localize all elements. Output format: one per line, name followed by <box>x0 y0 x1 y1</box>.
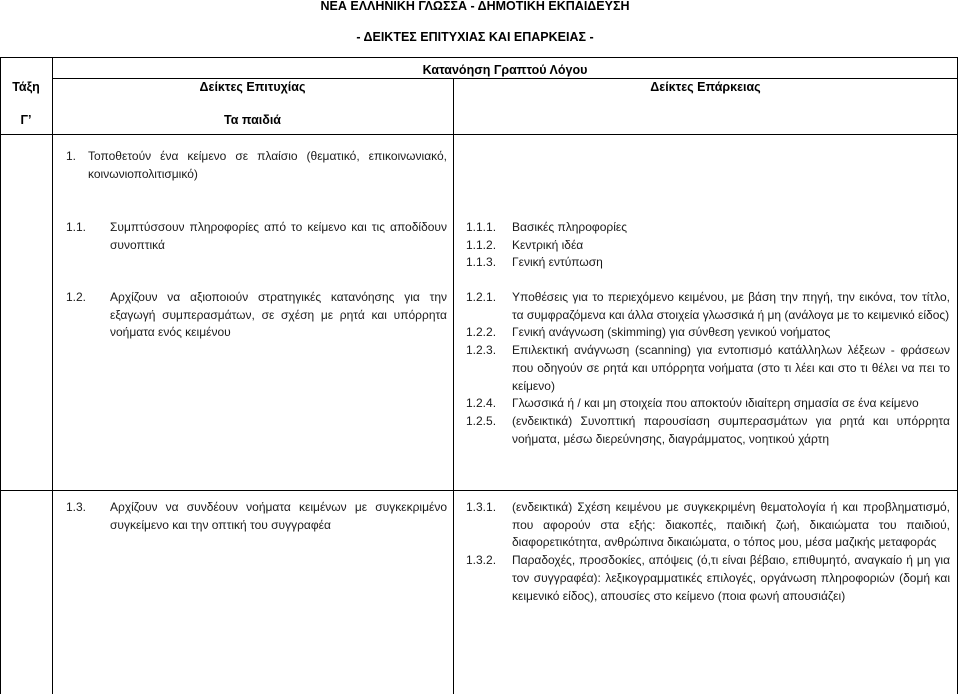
adequacy-indicator <box>466 237 950 255</box>
success-indicator-text: Συμπτύσσουν πληροφορίες από το κείμενο και τις αποδίδουν συνοπτικά <box>110 220 447 252</box>
column-header-grade: Τάξη <box>12 80 40 94</box>
adequacy-indicator-text: Υποθέσεις για το περιεχόμενο κειμένου, με βάση την πηγή, την εικόνα, τον τίτλο, τα συμφραζόμενα και άλλα στοιχεία γλωσσικά ή μη (ανάλογα με το κειμενικό είδος) <box>512 290 950 322</box>
adequacy-indicator-text: (ενδεικτικά) Συνοπτική παρουσίαση συμπερασμάτων για ρητά και υπόρρητα νοήματα, μέσω διερεύνησης, διαγράμματος, νοητικού χάρτη <box>512 413 950 446</box>
adequacy-indicator <box>466 413 950 448</box>
adequacy-indicator-number: 1.2.2. <box>466 325 497 340</box>
success-intro: Τα παιδιά <box>224 113 281 127</box>
adequacy-indicator <box>466 499 950 552</box>
adequacy-indicator-text: Παραδοχές, προσδοκίες, απόψεις (ό,τι είναι βέβαιο, επιθυμητό, αναγκαίο ή μη για τον συγγραφέα): λεξικογραμματικές επιλογές, οργάνωση πληροφοριών (δομή και κειμενικό είδος), απουσίες στο κείμενο (ποια φωνή απουσιάζει) <box>512 553 950 603</box>
success-indicator <box>66 148 447 183</box>
adequacy-indicator-number: 1.1.3. <box>466 255 497 270</box>
table-rule <box>0 57 1 694</box>
grade-value: Γ’ <box>20 113 32 127</box>
adequacy-indicator-text: Κεντρική ιδέα <box>512 237 584 252</box>
success-indicator-text: Αρχίζουν να συνδέουν νοήματα κειμένων με συγκεκριμένο συγκείμενο και την οπτική του συγγραφέα <box>110 500 447 532</box>
success-indicator-number: 1.3. <box>66 500 87 514</box>
adequacy-indicator <box>466 342 950 395</box>
success-indicator-text: Αρχίζουν να αξιοποιούν στρατηγικές κατανόησης για την εξαγωγή συμπερασμάτων, σε σχέση με ρητά και υπόρρητα νοήματα ενός κειμένου <box>110 290 447 340</box>
adequacy-indicator-text: Γενική ανάγνωση (skimming) για σύνθεση γενικού νοήματος <box>512 325 831 340</box>
adequacy-indicator-number: 1.3.2. <box>466 553 497 568</box>
success-indicator-number: 1.2. <box>66 290 87 304</box>
adequacy-indicator <box>466 219 950 237</box>
success-indicator-cell <box>66 148 447 183</box>
table-rule <box>453 78 454 694</box>
adequacy-indicator-text: (ενδεικτικά) Σχέση κειμένου με συγκεκριμένη θεματολογία ή και προβληματισμό, που αφορούν στα εξής: διακοπές, παιδική ζωή, δικαιώματα του παιδιού, διαφορετικότητα, ανθρώπινα δικαιώματα, ο τόπος μου, μέσα μαζικής μεταφοράς <box>512 500 950 550</box>
adequacy-indicator-number: 1.2.1. <box>466 290 497 304</box>
adequacy-indicator-number: 1.1.2. <box>466 237 497 252</box>
column-header-adequacy-indicators: Δείκτες Επάρκειας <box>650 80 761 94</box>
adequacy-indicator <box>466 395 950 413</box>
adequacy-indicator <box>466 324 950 342</box>
column-header-success-indicators: Δείκτες Επιτυχίας <box>199 80 306 94</box>
adequacy-indicator-number: 1.1.1. <box>466 220 497 234</box>
adequacy-indicator-number: 1.2.3. <box>466 343 497 358</box>
success-indicator <box>66 219 447 254</box>
success-indicator <box>66 499 447 534</box>
adequacy-indicator-cell <box>466 219 950 272</box>
table-rule <box>957 57 958 694</box>
adequacy-indicator-number: 1.2.5. <box>466 413 497 428</box>
adequacy-indicator-text: Βασικές πληροφορίες <box>512 220 628 234</box>
success-indicator-cell <box>66 219 447 254</box>
adequacy-indicator-text: Επιλεκτική ανάγνωση (scanning) για εντοπισμό κατάλληλων λέξεων - φράσεων που οδηγούν σε ρητά και υπόρρητα νοήματα (στο τι λέει και στο τι θέλει να πει το κείμενο) <box>512 343 950 393</box>
adequacy-indicator <box>466 552 950 605</box>
table-rule <box>0 490 958 491</box>
success-indicator-number: 1.1. <box>66 220 87 234</box>
adequacy-indicator <box>466 254 950 272</box>
document-subtitle: - ΔΕΙΚΤΕΣ ΕΠΙΤΥΧΙΑΣ ΚΑΙ ΕΠΑΡΚΕΙΑΣ - <box>356 30 594 44</box>
success-indicator-text: Τοποθετούν ένα κείμενο σε πλαίσιο (θεματικό, επικοινωνιακό, κοινωνιοπολιτισμικό) <box>88 149 447 181</box>
adequacy-indicator <box>466 289 950 324</box>
adequacy-indicator-text: Γενική εντύπωση <box>512 255 603 270</box>
success-indicator-number: 1. <box>66 149 77 163</box>
adequacy-indicator-cell <box>466 499 950 605</box>
adequacy-indicator-text: Γλωσσικά ή / και μη στοιχεία που αποκτούν ιδιαίτερη σημασία σε ένα κείμενο <box>512 396 919 411</box>
adequacy-indicator-number: 1.3.1. <box>466 500 497 514</box>
success-indicator-cell <box>66 289 447 342</box>
success-indicator <box>66 289 447 342</box>
adequacy-indicator-cell <box>466 289 950 448</box>
table-rule <box>0 57 958 58</box>
document-title: ΝΕΑ ΕΛΛΗΝΙΚΗ ΓΛΩΣΣΑ - ΔΗΜΟΤΙΚΗ ΕΚΠΑΙΔΕΥΣΗ <box>320 0 630 13</box>
section-heading: Κατανόηση Γραπτού Λόγου <box>422 63 588 77</box>
table-rule <box>52 57 53 694</box>
adequacy-indicator-number: 1.2.4. <box>466 396 497 411</box>
table-rule <box>0 134 958 135</box>
success-indicator-cell <box>66 499 447 534</box>
